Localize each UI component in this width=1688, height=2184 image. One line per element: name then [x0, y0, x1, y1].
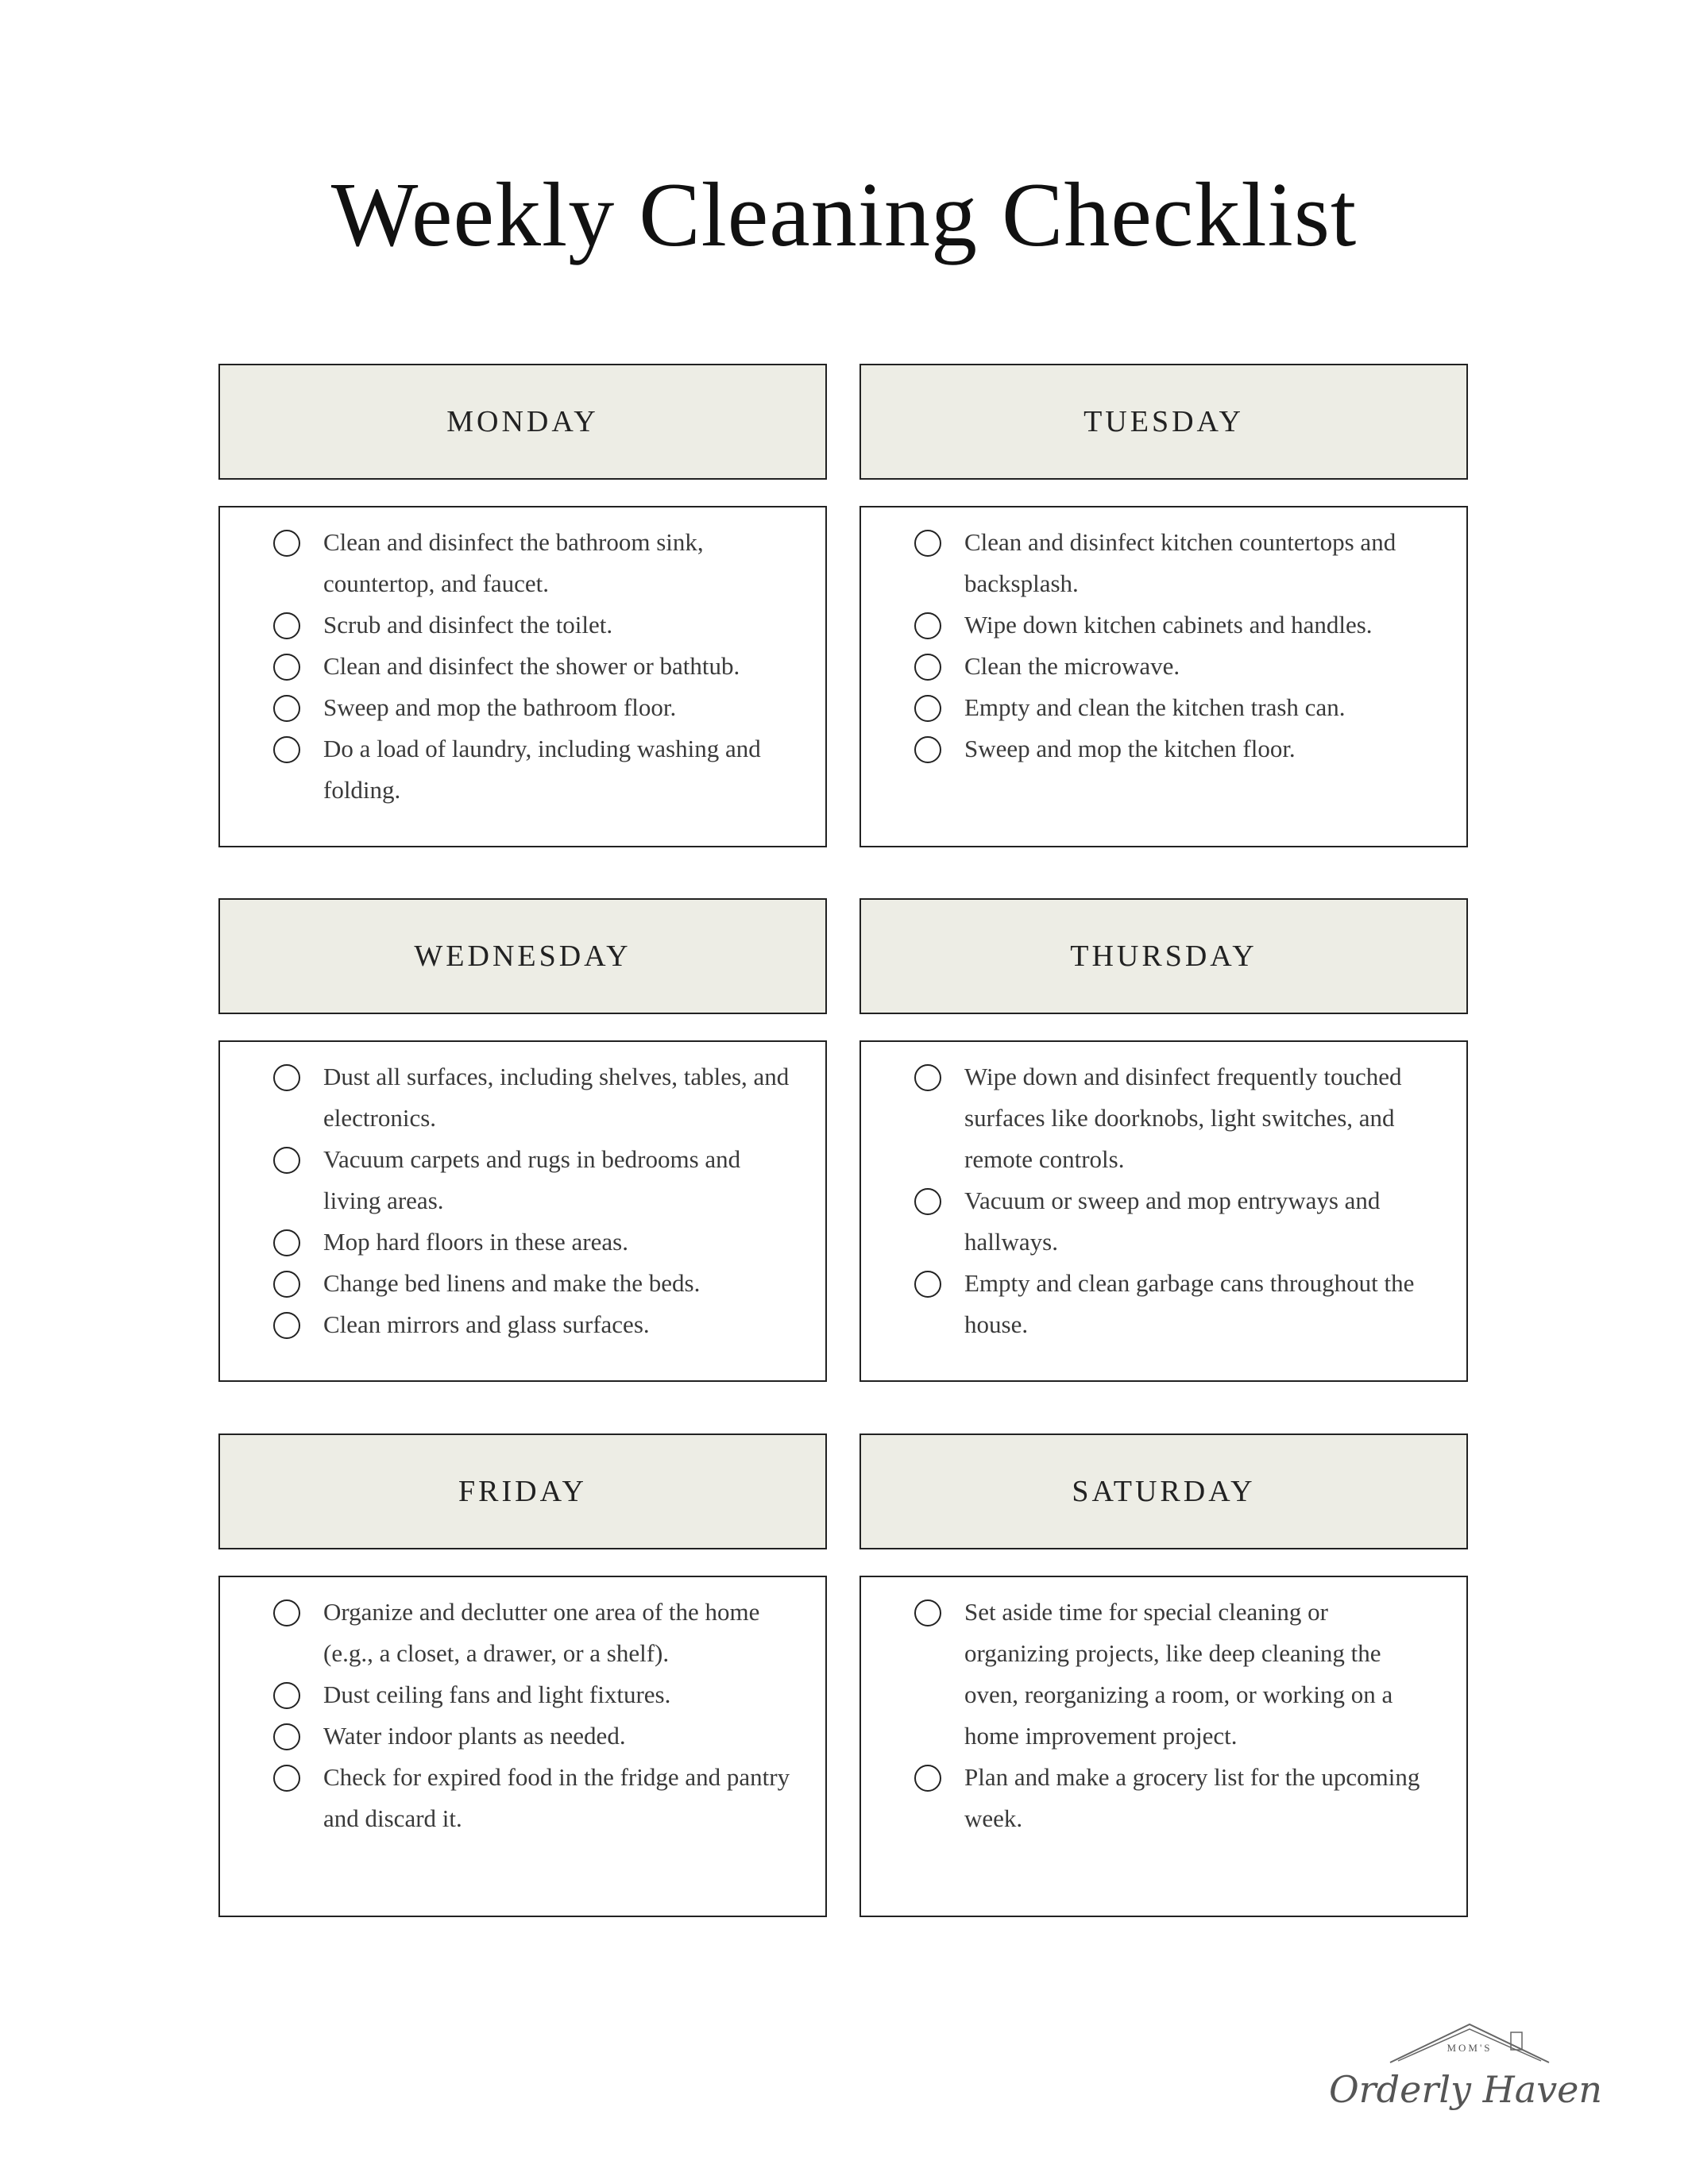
task-list [861, 507, 1466, 770]
task-label: Change bed linens and make the beds. [323, 1269, 701, 1297]
checkbox-circle[interactable] [273, 530, 300, 557]
task-list [220, 507, 825, 811]
task-box-saturday [859, 1576, 1468, 1917]
task-item [323, 1715, 794, 1757]
task-label: Vacuum carpets and rugs in bedrooms and living areas. [323, 1145, 741, 1214]
task-item [964, 1757, 1435, 1839]
task-list [220, 1042, 825, 1345]
logo-small-text: MOM'S [1447, 2042, 1493, 2054]
task-box-monday [218, 506, 827, 847]
task-item [323, 1304, 794, 1345]
day-title: TUESDAY [1083, 405, 1244, 438]
task-list [861, 1577, 1466, 1839]
task-label: Scrub and disinfect the toilet. [323, 611, 613, 639]
task-label: Clean and disinfect the shower or bathtub. [323, 652, 740, 680]
task-label: Clean and disinfect the bathroom sink, countertop, and faucet. [323, 528, 704, 597]
checkbox-circle[interactable] [914, 1271, 941, 1298]
task-item [323, 1263, 794, 1304]
day-title: MONDAY [446, 405, 599, 438]
day-header-monday [218, 364, 827, 480]
task-label: Mop hard floors in these areas. [323, 1228, 628, 1256]
task-label: Organize and declutter one area of the home (e.g., a closet, a drawer, or a shelf). [323, 1598, 760, 1667]
checkbox-circle[interactable] [273, 1765, 300, 1792]
task-item [323, 1139, 794, 1221]
task-item [964, 1056, 1435, 1180]
task-item [323, 604, 794, 646]
checkbox-circle[interactable] [273, 1064, 300, 1091]
task-item [323, 687, 794, 728]
day-title: FRIDAY [458, 1475, 587, 1508]
task-box-tuesday [859, 506, 1468, 847]
day-title: SATURDAY [1072, 1475, 1256, 1508]
task-item [323, 1056, 794, 1139]
checkbox-circle[interactable] [273, 1599, 300, 1626]
checkbox-circle[interactable] [914, 654, 941, 681]
task-item [964, 1180, 1435, 1263]
task-label: Empty and clean garbage cans throughout the house. [964, 1269, 1415, 1338]
task-label: Water indoor plants as needed. [323, 1722, 626, 1750]
checkbox-circle[interactable] [914, 530, 941, 557]
day-title: THURSDAY [1070, 940, 1257, 973]
day-header-friday [218, 1433, 827, 1549]
task-item [323, 522, 794, 604]
page-title: Weekly Cleaning Checklist [330, 164, 1358, 266]
day-header-wednesday [218, 898, 827, 1014]
checkbox-circle[interactable] [273, 1723, 300, 1750]
task-list [220, 1577, 825, 1839]
task-item [323, 646, 794, 687]
task-item [964, 1263, 1435, 1345]
task-label: Dust all surfaces, including shelves, tables, and electronics. [323, 1063, 790, 1132]
task-list [861, 1042, 1466, 1345]
task-box-friday [218, 1576, 827, 1917]
task-label: Wipe down kitchen cabinets and handles. [964, 611, 1373, 639]
checkbox-circle[interactable] [273, 1312, 300, 1339]
task-label: Empty and clean the kitchen trash can. [964, 693, 1346, 721]
task-label: Do a load of laundry, including washing and folding. [323, 735, 761, 804]
checkbox-circle[interactable] [273, 1147, 300, 1174]
task-item [964, 604, 1435, 646]
task-item [323, 728, 794, 811]
checkbox-circle[interactable] [914, 1064, 941, 1091]
checkbox-circle[interactable] [273, 736, 300, 763]
checkbox-circle[interactable] [273, 1229, 300, 1256]
checkbox-circle[interactable] [273, 1271, 300, 1298]
day-header-thursday [859, 898, 1468, 1014]
task-item [964, 522, 1435, 604]
checkbox-circle[interactable] [273, 695, 300, 722]
task-label: Set aside time for special cleaning or organizing projects, like deep cleaning the oven, reorganizing a room, or working on a home improvement project. [964, 1598, 1393, 1750]
task-label: Plan and make a grocery list for the upcoming week. [964, 1763, 1420, 1832]
task-label: Vacuum or sweep and mop entryways and hallways. [964, 1187, 1381, 1256]
task-label: Clean and disinfect kitchen countertops and backsplash. [964, 528, 1396, 597]
checkbox-circle[interactable] [273, 612, 300, 639]
task-item [964, 646, 1435, 687]
task-label: Clean the microwave. [964, 652, 1180, 680]
checkbox-circle[interactable] [273, 654, 300, 681]
task-label: Dust ceiling fans and light fixtures. [323, 1680, 671, 1708]
brand-logo [1328, 2013, 1603, 2124]
day-header-tuesday [859, 364, 1468, 480]
task-label: Sweep and mop the bathroom floor. [323, 693, 677, 721]
checkbox-circle[interactable] [914, 1765, 941, 1792]
task-item [964, 1592, 1435, 1757]
task-label: Clean mirrors and glass surfaces. [323, 1310, 650, 1338]
task-box-thursday [859, 1040, 1468, 1382]
day-header-saturday [859, 1433, 1468, 1549]
day-title: WEDNESDAY [414, 940, 632, 973]
task-item [964, 687, 1435, 728]
task-box-wednesday [218, 1040, 827, 1382]
task-item [323, 1757, 794, 1839]
checkbox-circle[interactable] [273, 1682, 300, 1709]
checkbox-circle[interactable] [914, 1599, 941, 1626]
task-item [964, 728, 1435, 770]
checkbox-circle[interactable] [914, 612, 941, 639]
checkbox-circle[interactable] [914, 695, 941, 722]
task-label: Wipe down and disinfect frequently touched surfaces like doorknobs, light switches, and remote controls. [964, 1063, 1402, 1173]
task-label: Sweep and mop the kitchen floor. [964, 735, 1296, 762]
checkbox-circle[interactable] [914, 1188, 941, 1215]
task-item [323, 1674, 794, 1715]
checkbox-circle[interactable] [914, 736, 941, 763]
logo-script-text: Orderly Haven [1328, 2068, 1603, 2111]
task-item [323, 1221, 794, 1263]
task-label: Check for expired food in the fridge and pantry and discard it. [323, 1763, 790, 1832]
task-item [323, 1592, 794, 1674]
